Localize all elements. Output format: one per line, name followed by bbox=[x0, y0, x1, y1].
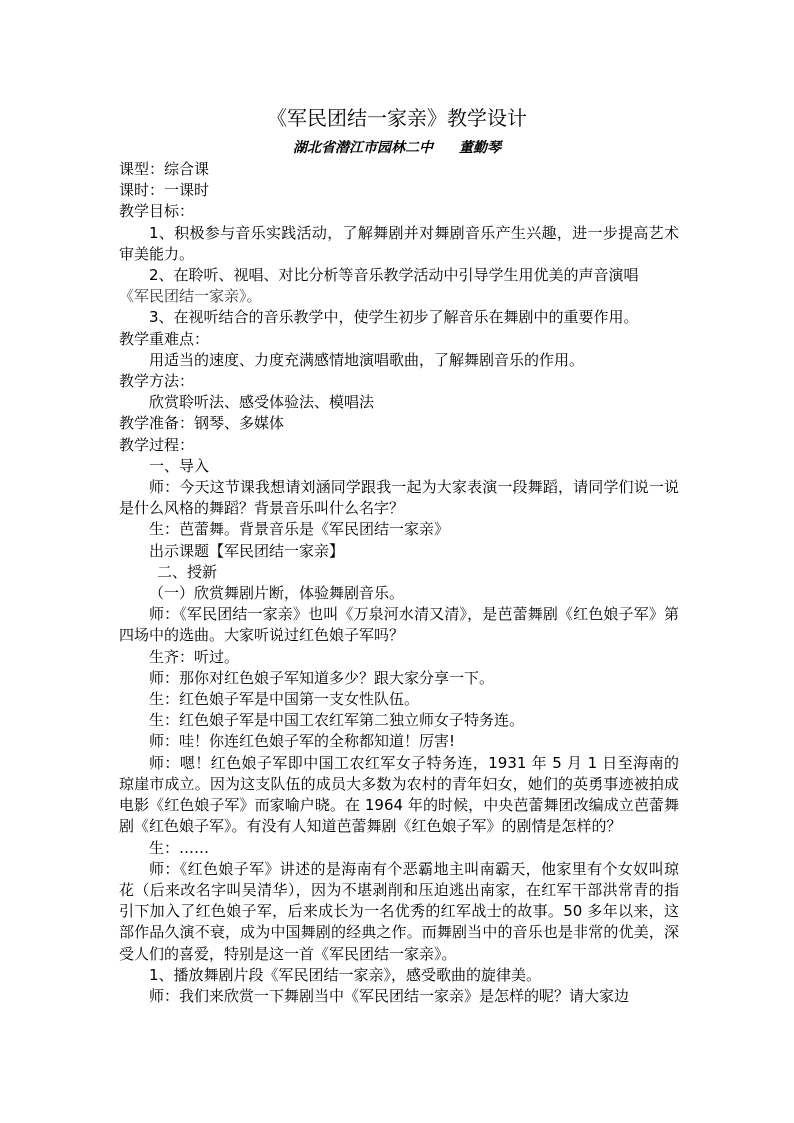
objective-paragraph: 3、在视听结合的音乐教学中，使学生初步了解音乐在舞剧中的重要作用。 bbox=[149, 308, 639, 327]
dialogue-paragraph: 师：我们来欣赏一下舞剧当中《军民团结一家亲》是怎样的呢？请大家边 bbox=[149, 986, 630, 1005]
dialogue-paragraph: 师：《红色娘子军》讲述的是海南有个恶霸地主叫南霸天，他家里有个女奴叫琼花（后来改名字叫吴清华），因为不堪剥削和压迫逃出南家，在红军干部洪常青的指引下加入了红色娘子军，后来成长为一名优秀的红军战士的故事。50 多年以来，这部作品久演不衰，成为中国舞剧的经典之作。而舞剧当中的音乐也是非常的优美，深受人们的喜爱，特别是这一首《军民团结一家亲》。 bbox=[119, 859, 679, 963]
section-heading-key-points: 教学重难点： bbox=[119, 329, 210, 348]
author-name: 董勤琴 bbox=[459, 140, 501, 156]
lesson-duration: 课时：一课时 bbox=[119, 181, 210, 200]
objective-paragraph: 2、在聆听、视唱、对比分析等音乐教学活动中引导学生用优美的声音演唱 bbox=[149, 266, 639, 285]
document-body bbox=[119, 159, 679, 1007]
key-points-paragraph: 用适当的速度、力度充满感情地演唱歌曲，了解舞剧音乐的作用。 bbox=[149, 350, 585, 369]
subsection-heading: （一）欣赏舞剧片断，体验舞剧音乐。 bbox=[149, 584, 405, 603]
process-step-heading: 一、导入 bbox=[149, 456, 210, 475]
song-title-reference: 《军民团结一家亲》。 bbox=[119, 287, 262, 306]
author-school: 湖北省潜江市园林二中 bbox=[293, 140, 433, 156]
section-heading-process: 教学过程： bbox=[119, 435, 195, 454]
dialogue-paragraph: 生：芭蕾舞。背景音乐是《军民团结一家亲》 bbox=[149, 520, 450, 539]
dialogue-paragraph: 师：那你对红色娘子军知道多少？跟大家分享一下。 bbox=[149, 668, 495, 687]
dialogue-paragraph: 生齐：听过。 bbox=[149, 647, 240, 666]
dialogue-paragraph: 生：…… bbox=[149, 838, 210, 857]
section-heading-methods: 教学方法： bbox=[119, 372, 195, 391]
section-heading-preparation: 教学准备：钢琴、多媒体 bbox=[119, 414, 285, 433]
section-heading-objectives: 教学目标： bbox=[119, 202, 195, 221]
dialogue-paragraph: 生：红色娘子军是中国工农红军第二独立师女子特务连。 bbox=[149, 711, 525, 730]
lesson-topic-line: 出示课题【军民团结一家亲】 bbox=[149, 541, 345, 560]
objective-paragraph: 1、积极参与音乐实践活动，了解舞剧并对舞剧音乐产生兴趣，进一步提高艺术审美能力。 bbox=[119, 223, 679, 263]
dialogue-paragraph: 师：今天这节课我想请刘涵同学跟我一起为大家表演一段舞蹈，请同学们说一说是什么风格的舞蹈？背景音乐叫什么名字？ bbox=[119, 478, 679, 518]
document-title: 《军民团结一家亲》教学设计 bbox=[267, 106, 527, 130]
dialogue-paragraph: 师：哇！你连红色娘子军的全称都知道！厉害! bbox=[149, 732, 456, 751]
dialogue-paragraph: 师：嗯！红色娘子军即中国工农红军女子特务连，1931 年 5 月 1 日至海南的琼崖市成立。因为这支队伍的成员大多数为农村的青年妇女，她们的英勇事迹被拍成电影《红色娘子军》而家喻户晓。在 1964 年的时候，中央芭蕾舞团改编成立芭蕾舞剧《红色娘子军》。有没有人知道芭蕾舞剧《红色娘子军》的剧情是怎样的？ bbox=[119, 753, 679, 836]
methods-paragraph: 欣赏聆听法、感受体验法、模唱法 bbox=[149, 393, 375, 412]
lesson-type: 课型：综合课 bbox=[119, 160, 210, 178]
author-line bbox=[0, 138, 794, 158]
activity-step: 1、播放舞剧片段《军民团结一家亲》，感受歌曲的旋律美。 bbox=[149, 965, 542, 984]
dialogue-paragraph: 师：《军民团结一家亲》也叫《万泉河水清又清》，是芭蕾舞剧《红色娘子军》第四场中的选曲。大家听说过红色娘子军吗？ bbox=[119, 605, 679, 645]
process-step-heading: 二、授新 bbox=[157, 562, 218, 581]
dialogue-paragraph: 生：红色娘子军是中国第一支女性队伍。 bbox=[149, 690, 420, 709]
